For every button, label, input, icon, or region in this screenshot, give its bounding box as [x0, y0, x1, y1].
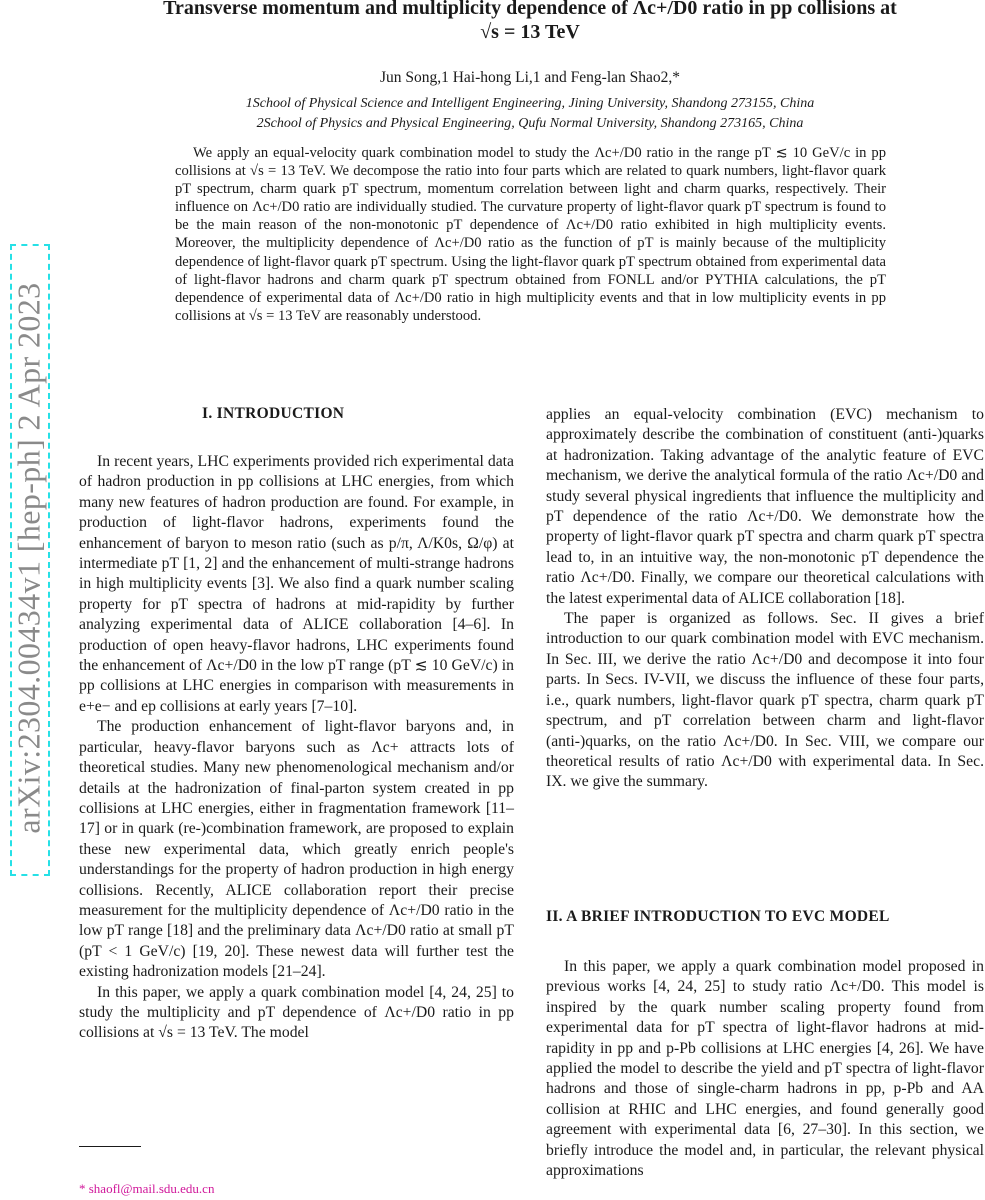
evc-section-body	[546, 957, 984, 1181]
affiliation-2: 2School of Physics and Physical Engineering, Qufu Normal University, Shandong 273165, China	[256, 116, 804, 131]
title-line-1: Transverse momentum and multiplicity dependence of Λc+/D0 ratio in pp collisions at	[163, 0, 897, 19]
intro-paragraph-4: applies an equal-velocity combination (EVC) mechanism to approximately describe the combination of constituent (anti-)quarks at hadronization. Taking advantage of the analytic feature of EVC mechanism, we derive the analytical formula of the ratio Λc+/D0 and study several physical ingredients that influence the multiplicity and pT dependence of the ratio Λc+/D0. We demonstrate how the property of light-flavor quark pT spectra and charm quark pT spectra lead to, in an intuitive way, the non-monotonic pT dependence the ratio Λc+/D0. Finally, we compare our theoretical calculations with the latest experimental data of ALICE collaboration [18].	[546, 406, 984, 607]
affiliation-1: 1School of Physical Science and Intelligent Engineering, Jining University, Shandong 273155, China	[245, 96, 815, 111]
section-heading-introduction: I. INTRODUCTION	[202, 405, 345, 422]
intro-paragraph-1: In recent years, LHC experiments provided rich experimental data of hadron production in pp collisions at LHC energies, from which many new features of hadron production are found. For example, in production of light-flavor hadrons, experiments found the enhancement of baryon to meson ratio (such as p/π, Λ/K0s, Ω/φ) at intermediate pT [1, 2] and the enhancement of multi-strange hadrons in high multiplicity events [3]. We also find a quark number scaling property for pT spectra of hadrons at mid-rapidity by further analyzing experimental data of ALICE collaboration [4–6]. In production of open heavy-flavor hadrons, LHC experiments found the enhancement of Λc+/D0 in the low pT range (pT ≲ 10 GeV/c) in pp collisions at LHC energies in comparison with measurements in e+e− and ep collisions at early years [7–10].	[79, 453, 514, 715]
evc-paragraph-1: In this paper, we apply a quark combination model proposed in previous works [4, 24, 25] to study ratio Λc+/D0. This model is inspired by the quark number scaling property found from experimental data for pT spectra of light-flavor hadrons at mid-rapidity in pp and p-Pb collisions at LHC energies [4, 26]. We have applied the model to describe the yield and pT spectra of light-flavor hadrons and those of single-charm hadrons in pp, p-Pb and AA collision at RHIC and LHC energies, and found generally good agreement with experimental data [6, 27–30]. In this section, we briefly introduce the model and, in particular, the relevant physical approximations	[546, 958, 984, 1180]
intro-paragraph-5: The paper is organized as follows. Sec. II gives a brief introduction to our quark combination model with EVC mechanism. In Sec. III, we derive the ratio Λc+/D0 and decompose it into four parts. In Secs. IV-VII, we discuss the influence of these four parts, i.e., quark numbers, light-flavor quark pT spectra, charm quark pT spectrum, and pT correlation between charm and light-flavor (anti-)quarks, on the ratio Λc+/D0. In Sec. VIII, we compare our theoretical results of ratio Λc+/D0 with experimental data. In Sec. IX. we give the summary.	[546, 610, 984, 791]
left-column	[79, 452, 514, 1044]
paper-title	[60, 0, 985, 44]
right-column	[546, 405, 984, 793]
footnote-marker: *	[79, 1181, 86, 1196]
abstract: We apply an equal-velocity quark combination model to study the Λc+/D0 ratio in the range pT ≲ 10 GeV/c in pp collisions at √s = 13 TeV. We decompose the ratio into four parts which are related to quark numbers, light-flavor quark pT spectrum, charm quark pT spectrum, momentum correlation between light and charm quarks, respectively. Their influence on Λc+/D0 ratio are individually studied. The curvature property of light-flavor quark pT spectrum is found to be the main reason of the non-monotonic pT dependence of Λc+/D0 ratio exhibited in high multiplicity events. Moreover, the multiplicity dependence of Λc+/D0 ratio as the function of pT is mainly because of the multiplicity dependence of light-flavor quark pT spectrum. Using the light-flavor quark pT spectrum obtained from experimental data of light-flavor hadrons and charm quark pT spectrum obtained from FONLL and/or PYTHIA calculations, the pT dependence of experimental data of Λc+/D0 ratio in high multiplicity events and that in low multiplicity events in pp collisions at √s = 13 TeV are reasonably understood.	[175, 145, 886, 324]
footnote-rule	[79, 1146, 141, 1147]
arxiv-stamp[interactable]	[6, 244, 52, 874]
arxiv-stamp-text[interactable]: arXiv:2304.00434v1 [hep-ph] 2 Apr 2023	[10, 282, 47, 834]
corresponding-email-link[interactable]: shaofl@mail.sdu.edu.cn	[88, 1181, 215, 1196]
intro-paragraph-3: In this paper, we apply a quark combination model [4, 24, 25] to study the multiplicity and pT dependence of Λc+/D0 ratio in pp collisions at √s = 13 TeV. The model	[79, 983, 514, 1042]
footnote	[79, 1181, 214, 1197]
title-line-2: √s = 13 TeV	[480, 21, 580, 43]
author-list: Jun Song,1 Hai-hong Li,1 and Feng-lan Shao2,*	[379, 69, 681, 86]
intro-paragraph-2: The production enhancement of light-flavor baryons and, in particular, heavy-flavor baryons such as Λc+ attracts lots of theoretical studies. Many new phenomenological mechanism and/or details at the hadronization of final-parton system created in pp collisions at LHC energies, either in fragmentation framework [11–17] or in quark (re-)combination framework, are proposed to explain these new experimental data, which greatly enrich people's understandings for the property of hadron production in high energy collisions. Recently, ALICE collaboration report their precise measurement for the multiplicity dependence of Λc+/D0 ratio in the low pT range [18] and the preliminary data Λc+/D0 ratio at small pT (pT < 1 GeV/c) [19, 20]. These newest data will further test the existing hadronization models [21–24].	[79, 718, 514, 981]
section-heading-evc-model: II. A BRIEF INTRODUCTION TO EVC MODEL	[546, 908, 890, 925]
